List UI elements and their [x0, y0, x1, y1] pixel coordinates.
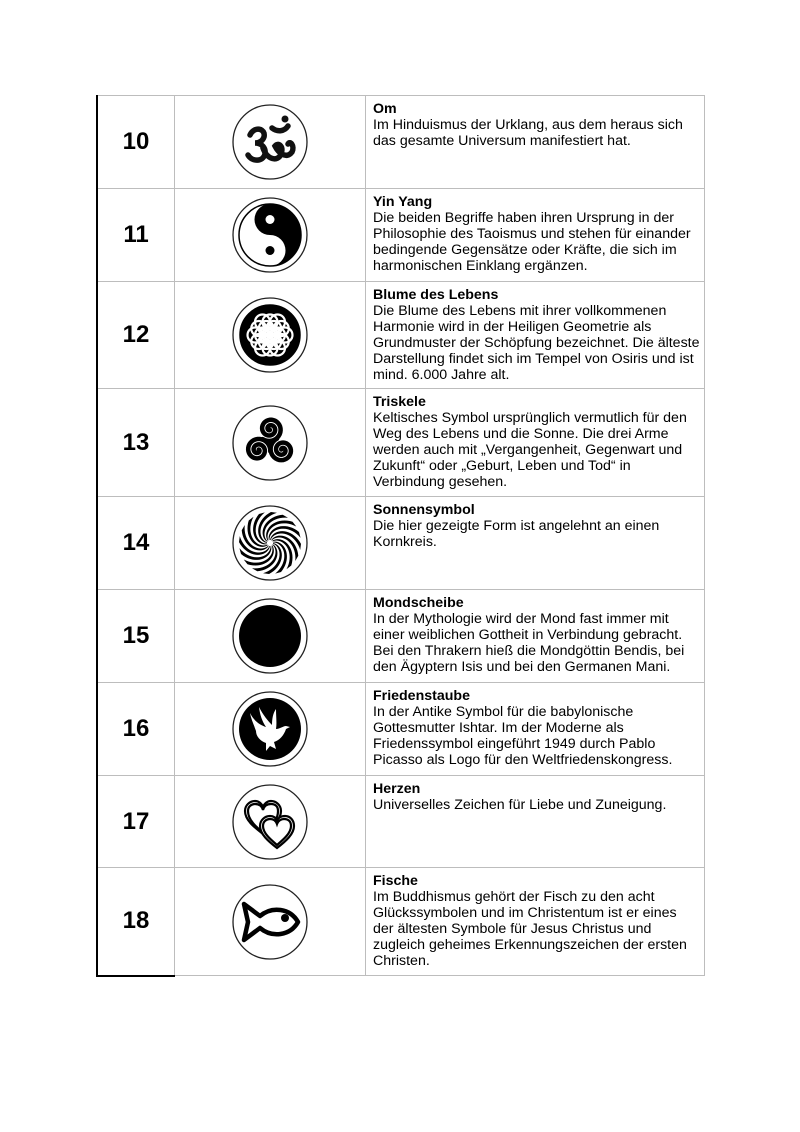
table-row [97, 282, 705, 389]
moon-disc-icon [232, 598, 308, 674]
symbol-description: Die Blume des Lebens mit ihrer vollkommenen Harmonie wird in der Heiligen Geometrie als Grundmuster der Schöpfung bezeichnet. Die älteste Darstellung findet sich im Tempel von Osiris und ist mind. 6.000 Jahre alt. [373, 303, 700, 384]
symbol-title: Friedenstaube [373, 688, 470, 704]
table-row [97, 683, 705, 776]
om-icon [232, 104, 308, 180]
hearts-icon [232, 784, 308, 860]
symbol-title: Triskele [373, 394, 426, 410]
table-row [97, 776, 705, 868]
symbol-description: In der Antike Symbol für die babylonische Gottesmutter Ishtar. Im der Moderne als Friedenssymbol eingeführt 1949 durch Pablo Picasso als Logo für den Weltfriedenskongress. [373, 704, 673, 769]
symbol-description: Im Hinduismus der Urklang, aus dem heraus sich das gesamte Universum manifestiert hat. [373, 117, 683, 150]
row-number: 11 [97, 189, 175, 282]
peace-dove-icon [232, 691, 308, 767]
symbol-description: Universelles Zeichen für Liebe und Zuneigung. [373, 797, 667, 814]
row-number: 18 [97, 868, 175, 976]
symbol-title: Fische [373, 873, 418, 889]
row-number: 13 [97, 389, 175, 497]
symbol-description: Die beiden Begriffe haben ihren Ursprung in der Philosophie des Taoismus und stehen für einander bedingende Gegensätze oder Kräfte, die sich im harmonischen Einklang ergänzen. [373, 210, 691, 275]
symbol-title: Blume des Lebens [373, 287, 499, 303]
triskele-icon [232, 405, 308, 481]
row-number: 10 [97, 96, 175, 189]
symbol-description: In der Mythologie wird der Mond fast immer mit einer weiblichen Gottheit in Verbindung gebracht. Bei den Thrakern hieß die Mondgöttin Bendis, bei den Ägyptern Isis und bei den Germanen Mani. [373, 611, 685, 676]
row-number: 16 [97, 683, 175, 776]
fish-icon [232, 884, 308, 960]
symbol-title: Mondscheibe [373, 595, 464, 611]
row-number: 14 [97, 497, 175, 590]
table-row [97, 590, 705, 683]
symbol-description: Im Buddhismus gehört der Fisch zu den acht Glückssymbolen und im Christentum ist er eines der ältesten Symbole für Jesus Christus und zugleich geheimes Erkennungszeichen der ersten Christen. [373, 889, 687, 970]
symbol-table [96, 95, 705, 977]
symbol-title: Herzen [373, 781, 421, 797]
table-row [97, 96, 705, 189]
flower-of-life-icon [232, 297, 308, 373]
sun-spiral-icon [232, 505, 308, 581]
row-number: 17 [97, 776, 175, 868]
symbol-description: Die hier gezeigte Form ist angelehnt an einen Kornkreis. [373, 518, 660, 551]
table-row [97, 389, 705, 497]
row-number: 12 [97, 282, 175, 389]
symbol-description: Keltisches Symbol ursprünglich vermutlich für den Weg des Lebens und die Sonne. Die drei Arme werden auch mit „Vergangenheit, Gegenwart und Zukunft“ oder „Geburt, Leben und Tod“ in Verbindung gesehen. [373, 410, 687, 491]
row-number: 15 [97, 590, 175, 683]
table-row [97, 868, 705, 976]
symbol-title: Sonnensymbol [373, 502, 475, 518]
symbol-title: Yin Yang [373, 194, 433, 210]
symbol-title: Om [373, 101, 397, 117]
table-row [97, 497, 705, 590]
yin-yang-icon [232, 197, 308, 273]
table-row [97, 189, 705, 282]
